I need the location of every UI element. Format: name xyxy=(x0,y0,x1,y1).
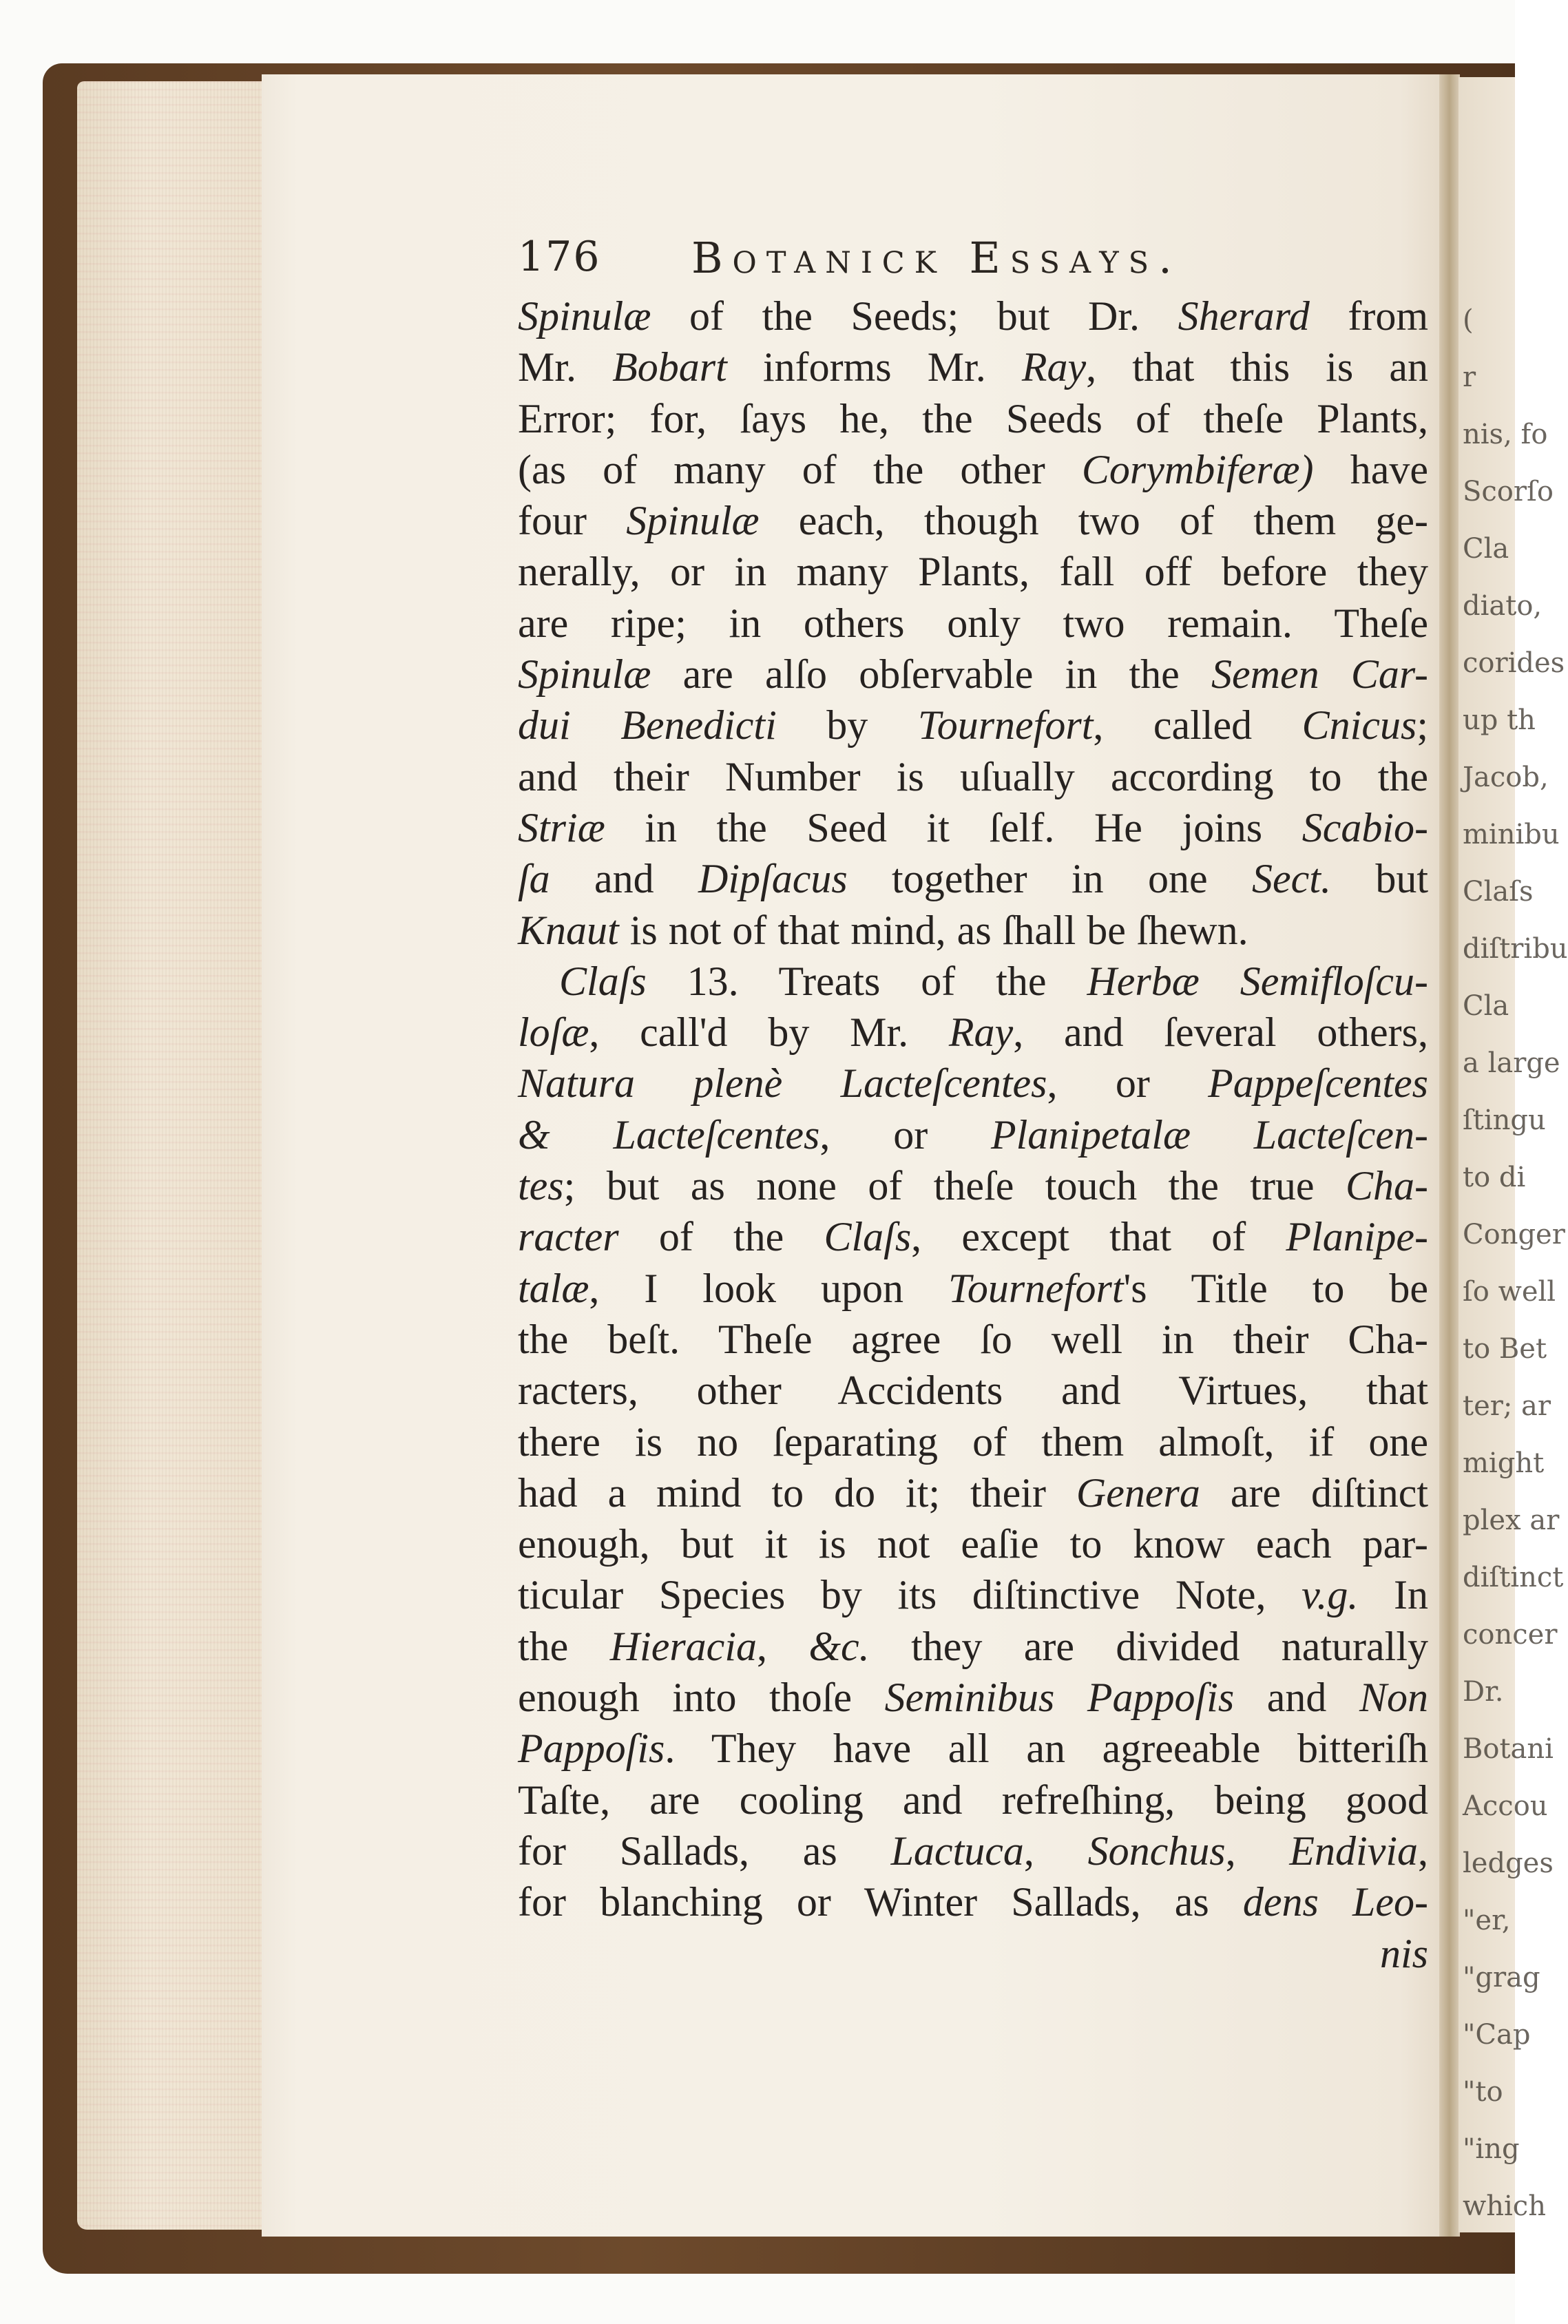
italic-text: Hieracia xyxy=(609,1623,757,1669)
italic-text: &c. xyxy=(808,1623,870,1669)
text-segment: racters, other Accidents and Virtues, that xyxy=(518,1368,1428,1414)
italic-text: Knaut xyxy=(518,907,619,953)
text-segment: ticular Species by its diſtinctive Note, xyxy=(518,1572,1302,1618)
text-line xyxy=(518,1825,1428,1876)
text-segment: of the xyxy=(618,1214,824,1260)
facing-page-fragment: r xyxy=(1463,362,1476,393)
facing-page-fragment: plex ar xyxy=(1463,1505,1560,1536)
italic-text: Spinulæ xyxy=(626,498,760,544)
facing-page-fragment: "er, xyxy=(1463,1905,1511,1936)
italic-text: Sect. xyxy=(1252,856,1331,902)
text-line xyxy=(518,1314,1428,1365)
text-segment: are alſo obſervable in the xyxy=(651,651,1212,698)
italic-text: Endivia xyxy=(1289,1828,1419,1874)
italic-text: Herbæ Semifloſcu- xyxy=(1087,958,1428,1004)
text-segment: they are divided naturally xyxy=(869,1623,1429,1669)
italic-text: Seminibus Pappoſis xyxy=(884,1675,1235,1721)
text-line xyxy=(518,751,1428,802)
text-segment: of the Seeds; but Dr. xyxy=(651,293,1178,339)
facing-page-fragment: "grag xyxy=(1463,1962,1540,1993)
text-line xyxy=(518,649,1428,700)
italic-text: & Lacteſcentes xyxy=(518,1111,820,1158)
text-line xyxy=(518,444,1428,495)
text-segment: , xyxy=(1225,1828,1290,1874)
facing-page-fragment: ( xyxy=(1463,304,1474,336)
italic-text: Lactuca xyxy=(890,1828,1024,1874)
italic-text: Scabio- xyxy=(1302,804,1428,850)
italic-text: Tournefort xyxy=(917,702,1094,749)
text-segment: In xyxy=(1358,1572,1428,1618)
text-segment: are ripe; in others only two remain. Theſe xyxy=(518,600,1428,646)
text-segment: from xyxy=(1309,293,1428,339)
italic-text: Sonchus xyxy=(1087,1828,1226,1874)
text-line xyxy=(518,1109,1428,1160)
text-segment: there is no ſeparating of them almoſt, if one xyxy=(518,1419,1428,1465)
italic-text: Non xyxy=(1359,1675,1428,1721)
text-line xyxy=(518,393,1428,444)
text-segment: (as of many of the other xyxy=(518,446,1082,492)
italic-text: Ray xyxy=(948,1009,1014,1056)
text-segment: Taſte, are cooling and refreſhing, being good xyxy=(518,1777,1428,1823)
italic-text: Sherard xyxy=(1178,293,1310,339)
body-text xyxy=(518,291,1428,1979)
italic-text: dui Benedicti xyxy=(518,702,777,749)
text-segment: the beſt. Theſe agree ſo well in their Cha- xyxy=(518,1316,1428,1362)
facing-page-fragment: Cla xyxy=(1463,990,1509,1022)
facing-page-fragment: "ing xyxy=(1463,2133,1520,2165)
facing-page-fragment: ſo well xyxy=(1463,1276,1556,1308)
facing-page-fragment: minibu xyxy=(1463,819,1560,850)
text-line xyxy=(518,1518,1428,1569)
italic-text: Pappoſis xyxy=(518,1726,665,1772)
text-segment: Error; for, ſays he, the Seeds of theſe Plants, xyxy=(518,395,1428,441)
italic-text: Cha- xyxy=(1346,1163,1428,1209)
text-segment: , called xyxy=(1093,702,1302,749)
text-segment: ; xyxy=(1417,702,1428,749)
italic-text: Spinulæ xyxy=(518,293,651,339)
italic-text: v.g. xyxy=(1302,1572,1359,1618)
facing-page-fragment: "Cap xyxy=(1463,2019,1531,2051)
italic-text: Genera xyxy=(1076,1469,1200,1516)
text-line xyxy=(518,342,1428,392)
facing-page-fragment: diſtribu xyxy=(1463,933,1568,965)
italic-text: tes xyxy=(518,1163,564,1209)
text-line xyxy=(518,1876,1428,1927)
text-line xyxy=(518,853,1428,904)
catchword: nis xyxy=(1379,1930,1428,1976)
italic-text: Ray xyxy=(1021,344,1087,390)
text-line xyxy=(518,802,1428,853)
text-line xyxy=(518,956,1428,1007)
text-line xyxy=(518,700,1428,751)
facing-page-fragment: to Bet xyxy=(1463,1333,1547,1365)
text-segment: 13. Treats of the xyxy=(646,958,1087,1004)
text-line xyxy=(518,1672,1428,1723)
facing-page-fragment: ledges xyxy=(1463,1847,1554,1879)
facing-page-fragment: ter; ar xyxy=(1463,1390,1551,1422)
text-segment: nerally, or in many Plants, fall off before they xyxy=(518,549,1428,595)
text-segment: is not of that mind, as ſhall be ſhewn. xyxy=(618,907,1248,953)
text-segment: for blanching or Winter Sallads, as xyxy=(518,1879,1243,1925)
facing-page-fragment: corides xyxy=(1463,647,1565,679)
page-edges xyxy=(77,81,277,2230)
facing-page-fragment: concer xyxy=(1463,1619,1558,1651)
italic-text: dens Leo- xyxy=(1242,1879,1428,1925)
text-segment: 's Title to be xyxy=(1123,1265,1428,1311)
text-segment: have xyxy=(1313,446,1428,492)
text-line xyxy=(518,1160,1428,1211)
facing-page-fragment: "to xyxy=(1463,2076,1503,2108)
text-segment: for Sallads, as xyxy=(518,1828,891,1874)
facing-page-fragment: Cla xyxy=(1463,533,1509,565)
text-line xyxy=(518,546,1428,597)
text-line xyxy=(518,1723,1428,1774)
text-segment: and xyxy=(1234,1675,1359,1721)
text-line xyxy=(518,1775,1428,1825)
text-segment: each, though two of them ge- xyxy=(759,498,1428,544)
facing-page-fragment: Botani xyxy=(1463,1733,1554,1765)
text-segment: , xyxy=(1023,1828,1088,1874)
text-segment: four xyxy=(518,498,627,544)
italic-text: Tournefort xyxy=(948,1265,1124,1311)
facing-page-fragment: diato, xyxy=(1463,590,1543,622)
text-segment: but xyxy=(1330,856,1429,902)
text-line xyxy=(518,495,1428,546)
facing-page-fragment: which xyxy=(1463,2190,1546,2222)
facing-page-fragment: Scorſo xyxy=(1463,476,1554,507)
facing-page-fragment: Accou xyxy=(1463,1790,1548,1822)
text-line xyxy=(518,1263,1428,1314)
text-line xyxy=(518,1211,1428,1262)
text-segment: , that this is an xyxy=(1086,344,1428,390)
italic-text: racter xyxy=(518,1214,619,1260)
text-line xyxy=(518,291,1428,342)
facing-page-fragment: ſtingu xyxy=(1463,1105,1546,1136)
italic-text: Corymbiferæ) xyxy=(1081,446,1314,492)
italic-text: Bobart xyxy=(612,344,727,390)
italic-text: Pappeſcentes xyxy=(1208,1060,1428,1107)
italic-text: Cnicus xyxy=(1302,702,1417,749)
text-segment: , xyxy=(1418,1828,1429,1874)
text-line xyxy=(518,1621,1428,1672)
italic-text: Spinulæ xyxy=(518,651,651,698)
facing-page-fragment: might xyxy=(1463,1447,1545,1479)
text-line xyxy=(518,1416,1428,1467)
text-segment: , xyxy=(756,1623,809,1669)
text-segment: enough, but it is not eaſie to know each par- xyxy=(518,1521,1428,1567)
italic-text: Natura plenè Lacteſcentes xyxy=(518,1060,1047,1107)
text-segment: by xyxy=(776,702,918,749)
italic-text: Claſs xyxy=(824,1214,912,1260)
text-segment: are diſtinct xyxy=(1200,1469,1428,1516)
facing-page-fragment: nis, fo xyxy=(1463,419,1548,450)
text-segment: Mr. xyxy=(518,344,613,390)
text-segment: had a mind to do it; their xyxy=(518,1469,1076,1516)
book-gutter xyxy=(1439,74,1460,2237)
text-line xyxy=(518,1467,1428,1518)
italic-text: talæ xyxy=(518,1265,589,1311)
text-segment: and xyxy=(550,856,699,902)
text-segment: informs Mr. xyxy=(726,344,1022,390)
facing-page-fragment: Claſs xyxy=(1463,876,1534,908)
text-segment: together in one xyxy=(847,856,1253,902)
text-segment: , or xyxy=(1047,1060,1209,1107)
italic-text: loſæ xyxy=(518,1009,589,1056)
text-line xyxy=(518,1007,1428,1058)
italic-text: Semen Car- xyxy=(1211,651,1428,698)
text-segment: , except that of xyxy=(911,1214,1286,1260)
text-segment: ; but as none of theſe touch the true xyxy=(563,1163,1346,1209)
text-segment: enough into thoſe xyxy=(518,1675,885,1721)
facing-page-fragment: up th xyxy=(1463,704,1536,736)
italic-text: Planipe- xyxy=(1286,1214,1429,1260)
italic-text: Dipſacus xyxy=(698,856,848,902)
text-line xyxy=(518,1058,1428,1109)
italic-text: Planipetalæ Lacteſcen- xyxy=(990,1111,1428,1158)
italic-text: ſa xyxy=(518,856,550,902)
facing-page-edge xyxy=(1459,77,1568,2232)
text-segment: , I look upon xyxy=(589,1265,948,1311)
text-segment: , call'd by Mr. xyxy=(589,1009,949,1056)
text-segment: , and ſeveral others, xyxy=(1013,1009,1428,1056)
text-line xyxy=(518,1569,1428,1620)
text-segment: and their Number is uſually according to the xyxy=(518,753,1428,799)
running-head: Botanick Essays. xyxy=(691,233,1182,283)
text-segment: . They have all an agreeable bitteriſh xyxy=(665,1726,1428,1772)
facing-page-fragment: diſtinct xyxy=(1463,1562,1564,1593)
facing-page-fragment: Dr. xyxy=(1463,1676,1504,1708)
facing-page-fragment: Jacob, xyxy=(1463,762,1549,793)
text-line xyxy=(518,1365,1428,1416)
page-header xyxy=(518,233,1427,288)
facing-page-fragment: to di xyxy=(1463,1162,1526,1193)
text-segment: , or xyxy=(819,1111,991,1158)
page-number: 176 xyxy=(518,233,601,281)
facing-page-fragment: a large xyxy=(1463,1047,1560,1079)
italic-text: Striæ xyxy=(518,804,605,850)
text-line xyxy=(518,598,1428,649)
text-line xyxy=(518,905,1428,956)
italic-text: Claſs xyxy=(559,958,647,1004)
text-segment: the xyxy=(518,1623,610,1669)
text-segment: in the Seed it ſelf. He joins xyxy=(605,804,1302,850)
facing-page-fragment: Conger xyxy=(1463,1219,1565,1250)
